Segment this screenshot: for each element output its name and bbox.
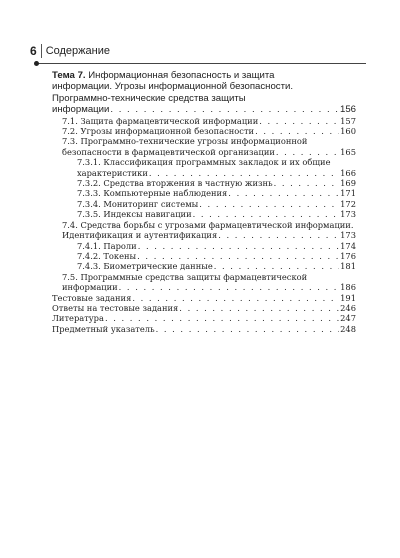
toc-entry[interactable]: [52, 251, 356, 261]
entry-title-line-2: информации: [62, 282, 118, 293]
entry-title-line-1: 7.3.1. Классификация программных закладок и их общие: [77, 157, 331, 168]
page-ref: 246: [340, 302, 356, 313]
theme-title-1: Информационная безопасность и защита: [88, 70, 275, 81]
toc-entry[interactable]: [52, 241, 356, 251]
entry-title-line-1: 7.5. Программные средства защиты фармацевтической: [62, 271, 308, 282]
page-ref: 165: [340, 146, 356, 157]
leader-dots: [228, 188, 339, 198]
entry-title: 7.3.5. Индексы навигации: [77, 209, 192, 220]
horizontal-rule: [36, 63, 366, 64]
page-ref: 173: [340, 209, 356, 220]
page-ref: 174: [340, 240, 356, 251]
theme-line-1: [52, 70, 356, 81]
header-rule: [36, 61, 366, 67]
theme-line-4: [52, 104, 356, 115]
page-ref: 156: [339, 104, 356, 116]
entry-title: 7.3.4. Мониторинг системы: [77, 198, 199, 209]
page-ref: 173: [340, 230, 356, 241]
leader-dots: [255, 126, 339, 136]
toc-entry[interactable]: [52, 303, 356, 313]
entry-title-line-1: 7.4. Средства борьбы с угрозами фармацевтической информации.: [62, 219, 354, 230]
toc-entry[interactable]: [52, 293, 356, 303]
toc-entry[interactable]: [52, 199, 356, 209]
leader-dots: [156, 324, 340, 334]
page-ref: 160: [340, 126, 356, 137]
page-ref: 248: [340, 323, 356, 334]
toc-entry[interactable]: [52, 209, 356, 219]
page-ref: 172: [340, 198, 356, 209]
leader-dots: [179, 303, 339, 313]
leader-dots: [218, 230, 339, 240]
entry-title: Тестовые задания: [52, 292, 132, 303]
leader-dots: [119, 282, 340, 292]
leader-dots: [274, 178, 340, 188]
page-ref: 247: [340, 313, 356, 324]
page-ref: 191: [340, 292, 356, 303]
entry-title: Ответы на тестовые задания: [52, 302, 179, 313]
toc-entry[interactable]: [52, 116, 356, 126]
bullet-dot: [34, 61, 39, 66]
entry-title: 7.1. Защита фармацевтической информации: [62, 115, 259, 126]
leader-dots: [199, 199, 339, 209]
entry-title: 7.3.3. Компьютерные наблюдения: [77, 188, 228, 199]
leader-dots: [138, 241, 339, 251]
theme-label: Тема 7.: [52, 70, 86, 81]
toc-entry[interactable]: [52, 313, 356, 323]
entry-title: 7.2. Угрозы информационной безопасности: [62, 126, 255, 137]
theme-line-2: информации. Угрозы информационной безопасности.: [52, 81, 293, 93]
leader-dots: [276, 147, 339, 157]
page-ref: 171: [340, 188, 356, 199]
entry-title: 7.4.3. Биометрические данные: [77, 261, 213, 272]
toc-entry[interactable]: [52, 188, 356, 198]
entry-title-line-2: Идентификация и аутентификация: [62, 230, 218, 241]
leader-dots: [149, 168, 339, 178]
toc-theme-entry[interactable]: [52, 70, 356, 116]
toc-entry[interactable]: [52, 220, 356, 241]
table-of-contents: [52, 70, 356, 334]
running-title: Содержание: [45, 45, 110, 57]
page-ref: 166: [340, 167, 356, 178]
page-ref: 157: [340, 115, 356, 126]
theme-line-3: Программно-технические средства защиты: [52, 92, 246, 104]
entry-title: Литература: [52, 313, 104, 324]
toc-entry[interactable]: [52, 272, 356, 293]
page-ref: 181: [340, 261, 356, 272]
leader-dots: [137, 251, 339, 261]
page-ref: 186: [340, 282, 356, 293]
entry-title: 7.3.2. Средства вторжения в частную жизнь: [77, 178, 273, 189]
header-divider: [41, 44, 42, 58]
running-header: [30, 44, 110, 58]
page-ref: 176: [340, 250, 356, 261]
leader-dots: [105, 313, 339, 323]
toc-entry[interactable]: [52, 178, 356, 188]
toc-entry[interactable]: [52, 324, 356, 334]
leader-dots: [110, 104, 339, 115]
leader-dots: [259, 116, 339, 126]
toc-entry[interactable]: [52, 126, 356, 136]
entry-title-line-2: безопасности в фармацевтической организации: [62, 146, 275, 157]
theme-title-4: информации: [52, 104, 110, 116]
entry-title: 7.4.2. Токены: [77, 250, 137, 261]
page-ref: 169: [340, 178, 356, 189]
page-number: 6: [30, 44, 37, 58]
entry-title-line-2: характеристики: [77, 167, 148, 178]
leader-dots: [214, 261, 339, 271]
toc-entry[interactable]: [52, 136, 356, 157]
entry-title-line-1: 7.3. Программно-технические угрозы информационной: [62, 136, 308, 147]
entry-title: 7.4.1. Пароли: [77, 240, 137, 251]
leader-dots: [193, 209, 340, 219]
toc-entry[interactable]: [52, 261, 356, 271]
entry-title: Предметный указатель: [52, 323, 155, 334]
toc-entry[interactable]: [52, 157, 356, 178]
leader-dots: [132, 293, 339, 303]
